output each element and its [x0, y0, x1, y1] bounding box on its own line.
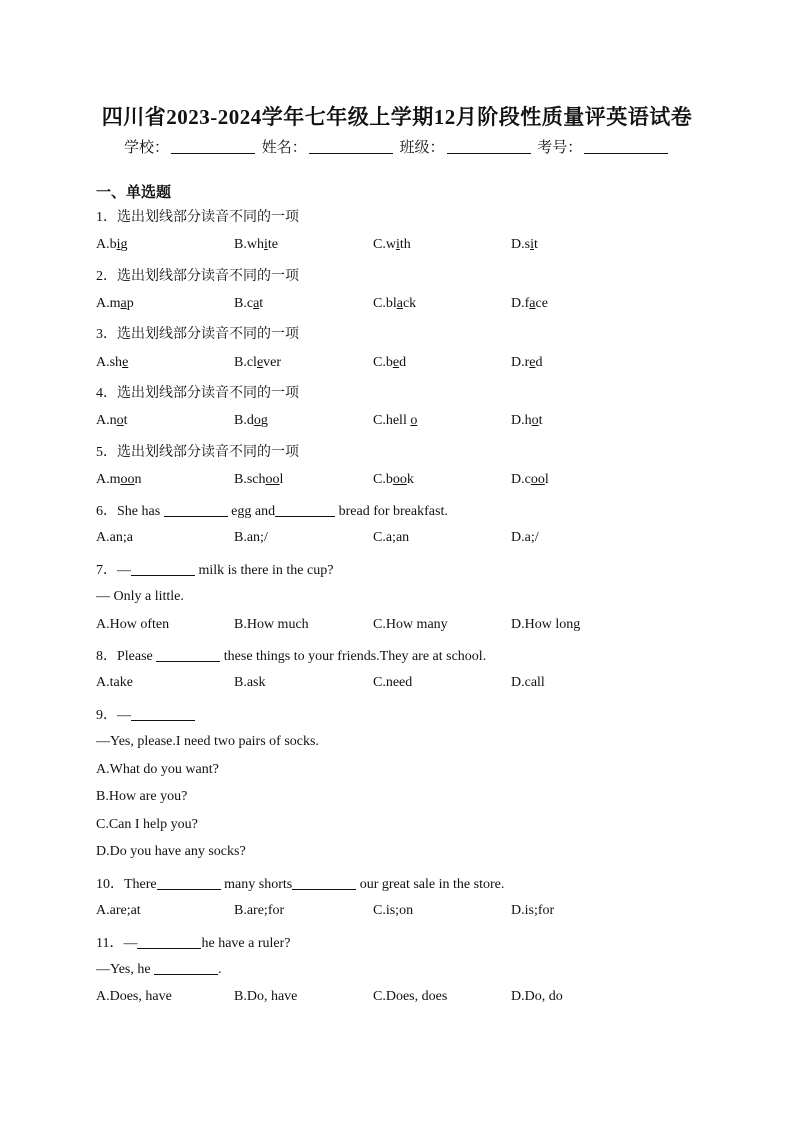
option-a: A.map: [96, 296, 134, 311]
option-d: D.Do you have any socks?: [96, 844, 246, 859]
number-blank: [584, 139, 668, 154]
school-blank: [171, 139, 255, 154]
class-label: 班级：: [399, 140, 445, 156]
question-stem: 6．She has egg and bread for breakfast.: [96, 504, 448, 519]
option-b: B.How much: [234, 617, 309, 632]
option-a: A.she: [96, 355, 129, 370]
option-a: A.What do you want?: [96, 762, 219, 777]
answer-blank: [137, 936, 201, 949]
option-b: B.How are you?: [96, 789, 188, 804]
option-c: C.black: [373, 296, 417, 311]
page-title: 四川省2023-2024学年七年级上学期12月阶段性质量评英语试卷: [101, 105, 693, 129]
option-a: A.How often: [96, 617, 170, 632]
answer-blank: [292, 877, 356, 890]
question-stem: 3．选出划线部分读音不同的一项: [96, 327, 299, 342]
dialogue-reply: —Yes, he .: [96, 962, 222, 977]
student-info-row: [124, 136, 671, 157]
option-d: D.call: [511, 675, 545, 690]
option-a: A.an;a: [96, 530, 133, 545]
number-label: 考号：: [537, 140, 583, 156]
question-stem: 2．选出划线部分读音不同的一项: [96, 269, 299, 284]
option-d: D.hot: [511, 413, 543, 428]
answer-blank: [156, 649, 220, 662]
option-a: A.not: [96, 413, 128, 428]
option-c: C.Can I help you?: [96, 817, 198, 832]
class-blank: [447, 139, 531, 154]
option-d: D.a;/: [511, 530, 539, 545]
name-blank: [309, 139, 393, 154]
option-d: D.red: [511, 355, 543, 370]
option-c: C.a;an: [373, 530, 410, 545]
option-d: D.cool: [511, 472, 549, 487]
option-b: B.white: [234, 237, 278, 252]
answer-blank: [154, 962, 218, 975]
question-stem: 7．— milk is there in the cup?: [96, 563, 334, 578]
option-a: A.are;at: [96, 903, 141, 918]
option-d: D.face: [511, 296, 548, 311]
question-stem: 8．Please these things to your friends.They are at school.: [96, 649, 487, 664]
option-c: C.need: [373, 675, 413, 690]
question-stem: 5．选出划线部分读音不同的一项: [96, 445, 299, 460]
answer-blank: [131, 708, 195, 721]
option-a: A.moon: [96, 472, 142, 487]
option-b: B.ask: [234, 675, 266, 690]
option-c: C.How many: [373, 617, 448, 632]
option-b: B.Do, have: [234, 989, 298, 1004]
answer-blank: [157, 877, 221, 890]
option-b: B.dog: [234, 413, 268, 428]
option-b: B.clever: [234, 355, 282, 370]
option-a: A.Does, have: [96, 989, 172, 1004]
option-a: A.big: [96, 237, 128, 252]
question-stem: 9．—: [96, 704, 195, 724]
option-c: C.book: [373, 472, 414, 487]
dialogue-reply: —Yes, please.I need two pairs of socks.: [96, 734, 319, 749]
question-stem: 10．There many shorts our great sale in the store.: [96, 877, 505, 892]
option-d: D.How long: [511, 617, 581, 632]
option-d: D.Do, do: [511, 989, 563, 1004]
option-c: C.Does, does: [373, 989, 448, 1004]
option-c: C.bed: [373, 355, 407, 370]
dialogue-reply: — Only a little.: [96, 589, 184, 604]
school-label: 学校：: [124, 140, 170, 156]
option-b: B.an;/: [234, 530, 268, 545]
answer-blank: [164, 504, 228, 517]
question-stem: 4．选出划线部分读音不同的一项: [96, 386, 299, 401]
option-c: C.is;on: [373, 903, 414, 918]
section-heading: 一、单选题: [96, 185, 172, 201]
name-label: 姓名：: [261, 140, 307, 156]
question-stem: 11．— he have a ruler?: [96, 936, 291, 951]
option-c: C.hell o: [373, 413, 418, 428]
option-d: D.is;for: [511, 903, 555, 918]
option-b: B.school: [234, 472, 284, 487]
answer-blank: [275, 504, 335, 517]
question-stem: 1．选出划线部分读音不同的一项: [96, 210, 299, 225]
option-b: B.cat: [234, 296, 264, 311]
option-c: C.with: [373, 237, 411, 252]
option-d: D.sit: [511, 237, 538, 252]
option-a: A.take: [96, 675, 133, 690]
option-b: B.are;for: [234, 903, 285, 918]
answer-blank: [131, 563, 195, 576]
